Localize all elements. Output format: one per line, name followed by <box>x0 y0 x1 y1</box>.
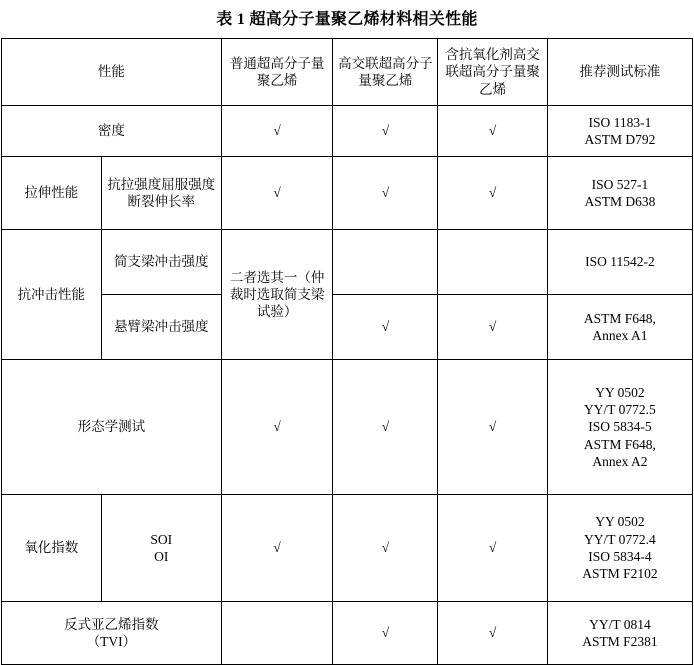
header-property: 性能 <box>2 39 222 106</box>
row-tvi-uhmwpe <box>221 602 333 665</box>
row-density-crosslinked: √ <box>333 106 438 157</box>
row-density-standard: ISO 1183-1 ASTM D792 <box>547 106 692 157</box>
row-tvi-crosslinked: √ <box>333 602 438 665</box>
row-impact-uhmwpe-note: 二者选其一（仲裁时选取简支梁试验） <box>221 230 333 360</box>
table-row <box>2 295 693 360</box>
table-row <box>2 230 693 295</box>
row-density-label: 密度 <box>2 106 222 157</box>
row-impact-group: 抗冲击性能 <box>2 230 102 360</box>
properties-table <box>1 38 693 665</box>
row-tensile-standard: ISO 527-1 ASTM D638 <box>547 157 692 230</box>
row-tvi-standard: YY/T 0814 ASTM F2381 <box>547 602 692 665</box>
header-uhmwpe: 普通超高分子量聚乙烯 <box>221 39 333 106</box>
row-tensile-uhmwpe: √ <box>221 157 333 230</box>
row-tvi-label: 反式亚乙烯指数 （TVI） <box>2 602 222 665</box>
row-tensile-item: 抗拉强度屈服强度断裂伸长率 <box>101 157 221 230</box>
row-density-antioxidant: √ <box>438 106 547 157</box>
row-morphology-crosslinked: √ <box>333 360 438 495</box>
row-morphology-standard: YY 0502 YY/T 0772.5 ISO 5834-5 ASTM F648, Annex A2 <box>547 360 692 495</box>
row-charpy-antioxidant <box>438 230 547 295</box>
row-charpy-item: 简支梁冲击强度 <box>101 230 221 295</box>
row-tensile-antioxidant: √ <box>438 157 547 230</box>
row-oxidation-standard: YY 0502 YY/T 0772.4 ISO 5834-4 ASTM F2102 <box>547 495 692 602</box>
table-row <box>2 495 693 602</box>
row-tensile-crosslinked: √ <box>333 157 438 230</box>
table-row <box>2 602 693 665</box>
row-oxidation-crosslinked: √ <box>333 495 438 602</box>
row-morphology-label: 形态学测试 <box>2 360 222 495</box>
row-izod-crosslinked: √ <box>333 295 438 360</box>
row-morphology-uhmwpe: √ <box>221 360 333 495</box>
row-oxidation-group: 氧化指数 <box>2 495 102 602</box>
row-density-uhmwpe: √ <box>221 106 333 157</box>
row-tensile-group: 拉伸性能 <box>2 157 102 230</box>
row-izod-standard: ASTM F648, Annex A1 <box>547 295 692 360</box>
row-izod-antioxidant: √ <box>438 295 547 360</box>
row-charpy-crosslinked <box>333 230 438 295</box>
table-row <box>2 106 693 157</box>
row-oxidation-uhmwpe: √ <box>221 495 333 602</box>
header-standard: 推荐测试标准 <box>547 39 692 106</box>
row-oxidation-item: SOI OI <box>101 495 221 602</box>
table-row <box>2 157 693 230</box>
row-tvi-antioxidant: √ <box>438 602 547 665</box>
row-oxidation-antioxidant: √ <box>438 495 547 602</box>
header-highly-crosslinked: 高交联超高分子量聚乙烯 <box>333 39 438 106</box>
table-header-row <box>2 39 693 106</box>
header-antioxidant: 含抗氧化剂高交联超高分子量聚乙烯 <box>438 39 547 106</box>
table-caption: 表 1 超高分子量聚乙烯材料相关性能 <box>216 11 478 28</box>
row-izod-item: 悬臂梁冲击强度 <box>101 295 221 360</box>
row-morphology-antioxidant: √ <box>438 360 547 495</box>
row-charpy-standard: ISO 11542-2 <box>547 230 692 295</box>
table-row <box>2 360 693 495</box>
